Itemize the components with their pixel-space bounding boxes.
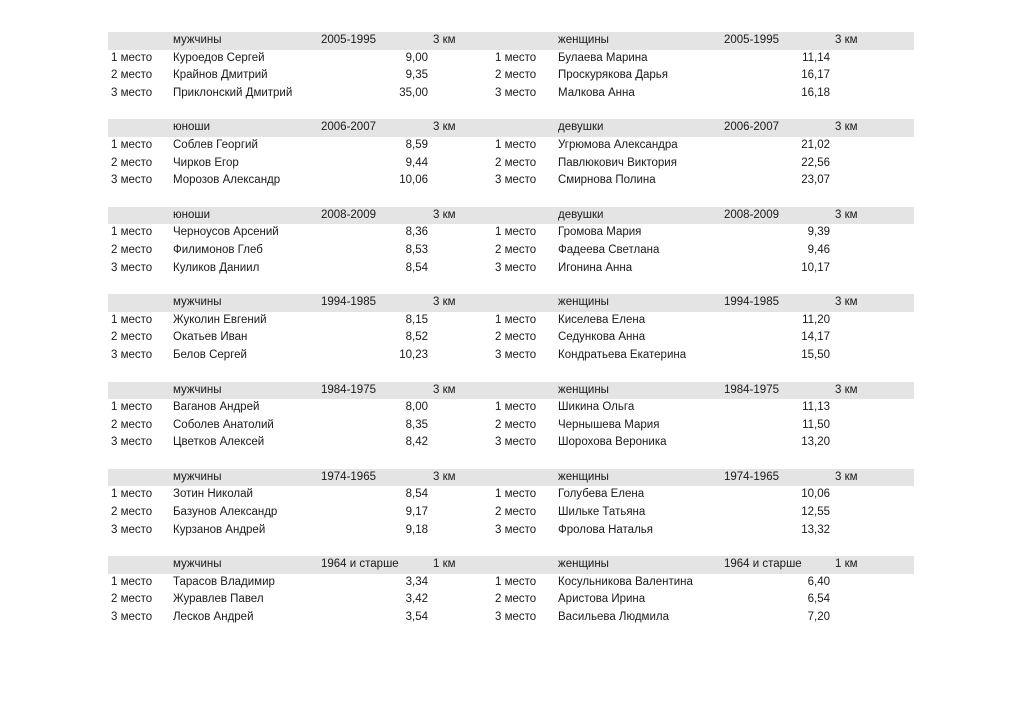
place-cell-left: 1 место bbox=[111, 401, 153, 414]
years-label-right: 2008-2009 bbox=[724, 208, 779, 221]
place-cell-right: 2 место bbox=[495, 506, 537, 519]
place-cell-right: 3 место bbox=[495, 436, 537, 449]
group-label-right: девушки bbox=[558, 208, 604, 221]
group-label-left: мужчины bbox=[173, 558, 222, 571]
result-row bbox=[108, 155, 914, 173]
result-time-right: 16,17 bbox=[801, 69, 830, 82]
group-label-right: девушки bbox=[558, 121, 604, 134]
place-cell-right: 3 место bbox=[495, 348, 537, 361]
place-cell-right: 1 место bbox=[495, 575, 537, 588]
result-row bbox=[108, 172, 914, 190]
result-time-right: 7,20 bbox=[807, 611, 830, 624]
result-time-left: 9,00 bbox=[405, 51, 428, 64]
athlete-name-right: Киселева Елена bbox=[558, 313, 646, 326]
place-cell-left: 2 место bbox=[111, 418, 153, 431]
result-row bbox=[108, 242, 914, 260]
athlete-name-left: Цветков Алексей bbox=[173, 436, 265, 449]
place-cell-left: 1 место bbox=[111, 51, 153, 64]
category-block bbox=[108, 207, 914, 277]
distance-label-left: 3 км bbox=[433, 208, 456, 221]
place-cell-right: 2 место bbox=[495, 331, 537, 344]
athlete-name-right: Павлюкович Виктория bbox=[558, 156, 677, 169]
place-cell-left: 1 место bbox=[111, 313, 153, 326]
years-label-right: 1984-1975 bbox=[724, 383, 779, 396]
place-cell-left: 3 место bbox=[111, 86, 153, 99]
result-time-left: 10,06 bbox=[399, 174, 428, 187]
athlete-name-right: Угрюмова Александра bbox=[558, 138, 678, 151]
athlete-name-left: Окатьев Иван bbox=[173, 331, 248, 344]
place-cell-left: 2 место bbox=[111, 156, 153, 169]
distance-label-left: 3 км bbox=[433, 383, 456, 396]
years-label-right: 1994-1985 bbox=[724, 296, 779, 309]
years-label-right: 2006-2007 bbox=[724, 121, 779, 134]
result-row bbox=[108, 347, 914, 365]
result-time-left: 8,59 bbox=[405, 138, 428, 151]
result-row bbox=[108, 329, 914, 347]
place-cell-left: 2 место bbox=[111, 243, 153, 256]
category-header-row bbox=[108, 207, 914, 225]
distance-label-left: 3 км bbox=[433, 34, 456, 46]
result-row bbox=[108, 137, 914, 155]
result-row bbox=[108, 399, 914, 417]
distance-label-right: 3 км bbox=[835, 383, 858, 396]
athlete-name-left: Куроедов Сергей bbox=[173, 51, 265, 64]
result-row bbox=[108, 260, 914, 278]
athlete-name-right: Седункова Анна bbox=[558, 331, 646, 344]
place-cell-right: 2 место bbox=[495, 69, 537, 82]
result-time-left: 8,54 bbox=[405, 261, 428, 274]
athlete-name-right: Малкова Анна bbox=[558, 86, 635, 99]
result-row bbox=[108, 312, 914, 330]
place-cell-left: 3 место bbox=[111, 611, 153, 624]
athlete-name-left: Приклонский Дмитрий bbox=[173, 86, 293, 99]
athlete-name-left: Черноусов Арсений bbox=[173, 226, 279, 239]
result-time-left: 9,17 bbox=[405, 506, 428, 519]
category-header-row bbox=[108, 382, 914, 400]
place-cell-left: 2 место bbox=[111, 593, 153, 606]
athlete-name-right: Голубева Елена bbox=[558, 488, 645, 501]
distance-label-right: 3 км bbox=[835, 34, 858, 46]
years-label-left: 2008-2009 bbox=[321, 208, 376, 221]
result-time-right: 12,55 bbox=[801, 506, 830, 519]
place-cell-left: 3 место bbox=[111, 174, 153, 187]
athlete-name-left: Зотин Николай bbox=[173, 488, 253, 501]
result-row bbox=[108, 504, 914, 522]
athlete-name-left: Филимонов Глеб bbox=[173, 243, 263, 256]
category-header-row bbox=[108, 294, 914, 312]
result-time-left: 3,34 bbox=[405, 575, 428, 588]
distance-label-left: 1 км bbox=[433, 558, 456, 571]
years-label-left: 2005-1995 bbox=[321, 34, 376, 46]
result-time-right: 11,50 bbox=[802, 418, 830, 431]
place-cell-right: 2 место bbox=[495, 418, 537, 431]
result-time-left: 8,35 bbox=[405, 418, 428, 431]
place-cell-left: 2 место bbox=[111, 331, 153, 344]
result-time-left: 9,35 bbox=[405, 69, 428, 82]
place-cell-left: 3 место bbox=[111, 261, 153, 274]
athlete-name-right: Громова Мария bbox=[558, 226, 642, 239]
athlete-name-right: Шильке Татьяна bbox=[558, 506, 646, 519]
result-time-left: 10,23 bbox=[399, 348, 428, 361]
group-label-left: мужчины bbox=[173, 296, 222, 309]
group-label-right: женщины bbox=[558, 34, 609, 46]
years-label-left: 2006-2007 bbox=[321, 121, 376, 134]
athlete-name-right: Фролова Наталья bbox=[558, 523, 653, 536]
result-time-right: 22,56 bbox=[801, 156, 830, 169]
athlete-name-left: Жуколин Евгений bbox=[173, 313, 267, 326]
result-time-right: 10,06 bbox=[801, 488, 830, 501]
result-time-right: 13,32 bbox=[801, 523, 830, 536]
place-cell-left: 1 место bbox=[111, 488, 153, 501]
years-label-right: 1964 и старше bbox=[724, 558, 802, 571]
place-cell-left: 1 место bbox=[111, 138, 153, 151]
category-block bbox=[108, 119, 914, 189]
place-cell-left: 2 место bbox=[111, 506, 153, 519]
category-header-row bbox=[108, 469, 914, 487]
result-time-right: 11,13 bbox=[802, 401, 830, 414]
athlete-name-right: Васильева Людмила bbox=[558, 611, 669, 624]
result-row bbox=[108, 591, 914, 609]
result-row bbox=[108, 417, 914, 435]
athlete-name-right: Шикина Ольга bbox=[558, 401, 635, 414]
athlete-name-left: Чирков Егор bbox=[173, 156, 239, 169]
result-row bbox=[108, 522, 914, 540]
result-time-right: 11,20 bbox=[802, 313, 830, 326]
athlete-name-left: Журавлев Павел bbox=[173, 593, 264, 606]
place-cell-right: 2 место bbox=[495, 243, 537, 256]
athlete-name-left: Куликов Даниил bbox=[173, 261, 260, 274]
place-cell-right: 2 место bbox=[495, 156, 537, 169]
results-sheet bbox=[108, 32, 914, 644]
result-time-right: 14,17 bbox=[801, 331, 830, 344]
place-cell-left: 3 место bbox=[111, 523, 153, 536]
distance-label-left: 3 км bbox=[433, 470, 456, 483]
result-time-left: 9,44 bbox=[405, 156, 428, 169]
athlete-name-left: Белов Сергей bbox=[173, 348, 247, 361]
athlete-name-left: Курзанов Андрей bbox=[173, 523, 266, 536]
athlete-name-right: Аристова Ирина bbox=[558, 593, 646, 606]
result-time-right: 9,46 bbox=[807, 243, 830, 256]
place-cell-right: 3 место bbox=[495, 86, 537, 99]
result-row bbox=[108, 609, 914, 627]
place-cell-right: 1 место bbox=[495, 488, 537, 501]
years-label-left: 1984-1975 bbox=[321, 383, 376, 396]
place-cell-left: 3 место bbox=[111, 436, 153, 449]
result-time-right: 11,14 bbox=[802, 51, 830, 64]
result-row bbox=[108, 574, 914, 592]
place-cell-right: 3 место bbox=[495, 261, 537, 274]
place-cell-left: 3 место bbox=[111, 348, 153, 361]
result-time-left: 8,42 bbox=[405, 436, 428, 449]
result-time-right: 6,40 bbox=[807, 575, 830, 588]
group-label-left: мужчины bbox=[173, 470, 222, 483]
category-header-row bbox=[108, 556, 914, 574]
place-cell-right: 1 место bbox=[495, 226, 537, 239]
category-block bbox=[108, 294, 914, 364]
athlete-name-left: Ваганов Андрей bbox=[173, 401, 260, 414]
athlete-name-left: Соблев Георгий bbox=[173, 138, 258, 151]
distance-label-right: 3 км bbox=[835, 470, 858, 483]
place-cell-right: 1 место bbox=[495, 313, 537, 326]
years-label-left: 1974-1965 bbox=[321, 470, 376, 483]
place-cell-right: 3 место bbox=[495, 174, 537, 187]
result-time-right: 21,02 bbox=[801, 138, 830, 151]
result-time-left: 8,00 bbox=[405, 401, 428, 414]
result-time-left: 35,00 bbox=[399, 86, 428, 99]
athlete-name-right: Косульникова Валентина bbox=[558, 575, 693, 588]
group-label-left: мужчины bbox=[173, 383, 222, 396]
category-block bbox=[108, 469, 914, 539]
athlete-name-right: Шорохова Вероника bbox=[558, 436, 667, 449]
result-time-left: 8,36 bbox=[405, 226, 428, 239]
group-label-right: женщины bbox=[558, 383, 609, 396]
place-cell-left: 2 место bbox=[111, 69, 153, 82]
athlete-name-left: Тарасов Владимир bbox=[173, 575, 275, 588]
place-cell-right: 1 место bbox=[495, 401, 537, 414]
category-header-row bbox=[108, 119, 914, 137]
athlete-name-left: Соболев Анатолий bbox=[173, 418, 274, 431]
result-time-left: 8,53 bbox=[405, 243, 428, 256]
result-time-right: 6,54 bbox=[807, 593, 830, 606]
result-row bbox=[108, 224, 914, 242]
result-row bbox=[108, 486, 914, 504]
group-label-right: женщины bbox=[558, 470, 609, 483]
distance-label-right: 3 км bbox=[835, 208, 858, 221]
place-cell-left: 1 место bbox=[111, 575, 153, 588]
group-label-right: женщины bbox=[558, 296, 609, 309]
result-row bbox=[108, 67, 914, 85]
athlete-name-right: Проскурякова Дарья bbox=[558, 69, 669, 82]
group-label-left: мужчины bbox=[173, 34, 222, 46]
result-time-right: 13,20 bbox=[801, 436, 830, 449]
result-time-right: 9,39 bbox=[807, 226, 830, 239]
years-label-left: 1964 и старше bbox=[321, 558, 399, 571]
category-block bbox=[108, 32, 914, 102]
athlete-name-right: Игонина Анна bbox=[558, 261, 633, 274]
category-block bbox=[108, 556, 914, 626]
distance-label-right: 3 км bbox=[835, 121, 858, 134]
result-row bbox=[108, 85, 914, 103]
result-time-left: 3,54 bbox=[405, 611, 428, 624]
place-cell-right: 3 место bbox=[495, 611, 537, 624]
place-cell-left: 1 место bbox=[111, 226, 153, 239]
group-label-right: женщины bbox=[558, 558, 609, 571]
result-row bbox=[108, 50, 914, 68]
result-row bbox=[108, 434, 914, 452]
distance-label-left: 3 км bbox=[433, 121, 456, 134]
group-label-left: юноши bbox=[173, 121, 211, 134]
result-time-left: 3,42 bbox=[405, 593, 428, 606]
result-time-left: 9,18 bbox=[405, 523, 428, 536]
result-time-right: 16,18 bbox=[801, 86, 830, 99]
place-cell-right: 3 место bbox=[495, 523, 537, 536]
distance-label-left: 3 км bbox=[433, 296, 456, 309]
result-time-right: 15,50 bbox=[801, 348, 830, 361]
place-cell-right: 1 место bbox=[495, 138, 537, 151]
years-label-left: 1994-1985 bbox=[321, 296, 376, 309]
place-cell-right: 1 место bbox=[495, 51, 537, 64]
athlete-name-left: Лесков Андрей bbox=[173, 611, 254, 624]
athlete-name-right: Чернышева Мария bbox=[558, 418, 660, 431]
athlete-name-right: Кондратьева Екатерина bbox=[558, 348, 687, 361]
distance-label-right: 3 км bbox=[835, 296, 858, 309]
result-time-right: 10,17 bbox=[801, 261, 830, 274]
distance-label-right: 1 км bbox=[835, 558, 858, 571]
category-header-row bbox=[108, 32, 914, 50]
athlete-name-left: Морозов Александр bbox=[173, 174, 281, 187]
result-time-left: 8,15 bbox=[405, 313, 428, 326]
years-label-right: 1974-1965 bbox=[724, 470, 779, 483]
athlete-name-right: Смирнова Полина bbox=[558, 174, 656, 187]
result-time-right: 23,07 bbox=[801, 174, 830, 187]
result-time-left: 8,54 bbox=[405, 488, 428, 501]
result-time-left: 8,52 bbox=[405, 331, 428, 344]
athlete-name-right: Булаева Марина bbox=[558, 51, 648, 64]
years-label-right: 2005-1995 bbox=[724, 34, 779, 46]
athlete-name-right: Фадеева Светлана bbox=[558, 243, 660, 256]
group-label-left: юноши bbox=[173, 208, 211, 221]
category-block bbox=[108, 382, 914, 452]
place-cell-right: 2 место bbox=[495, 593, 537, 606]
athlete-name-left: Базунов Александр bbox=[173, 506, 278, 519]
athlete-name-left: Крайнов Дмитрий bbox=[173, 69, 268, 82]
